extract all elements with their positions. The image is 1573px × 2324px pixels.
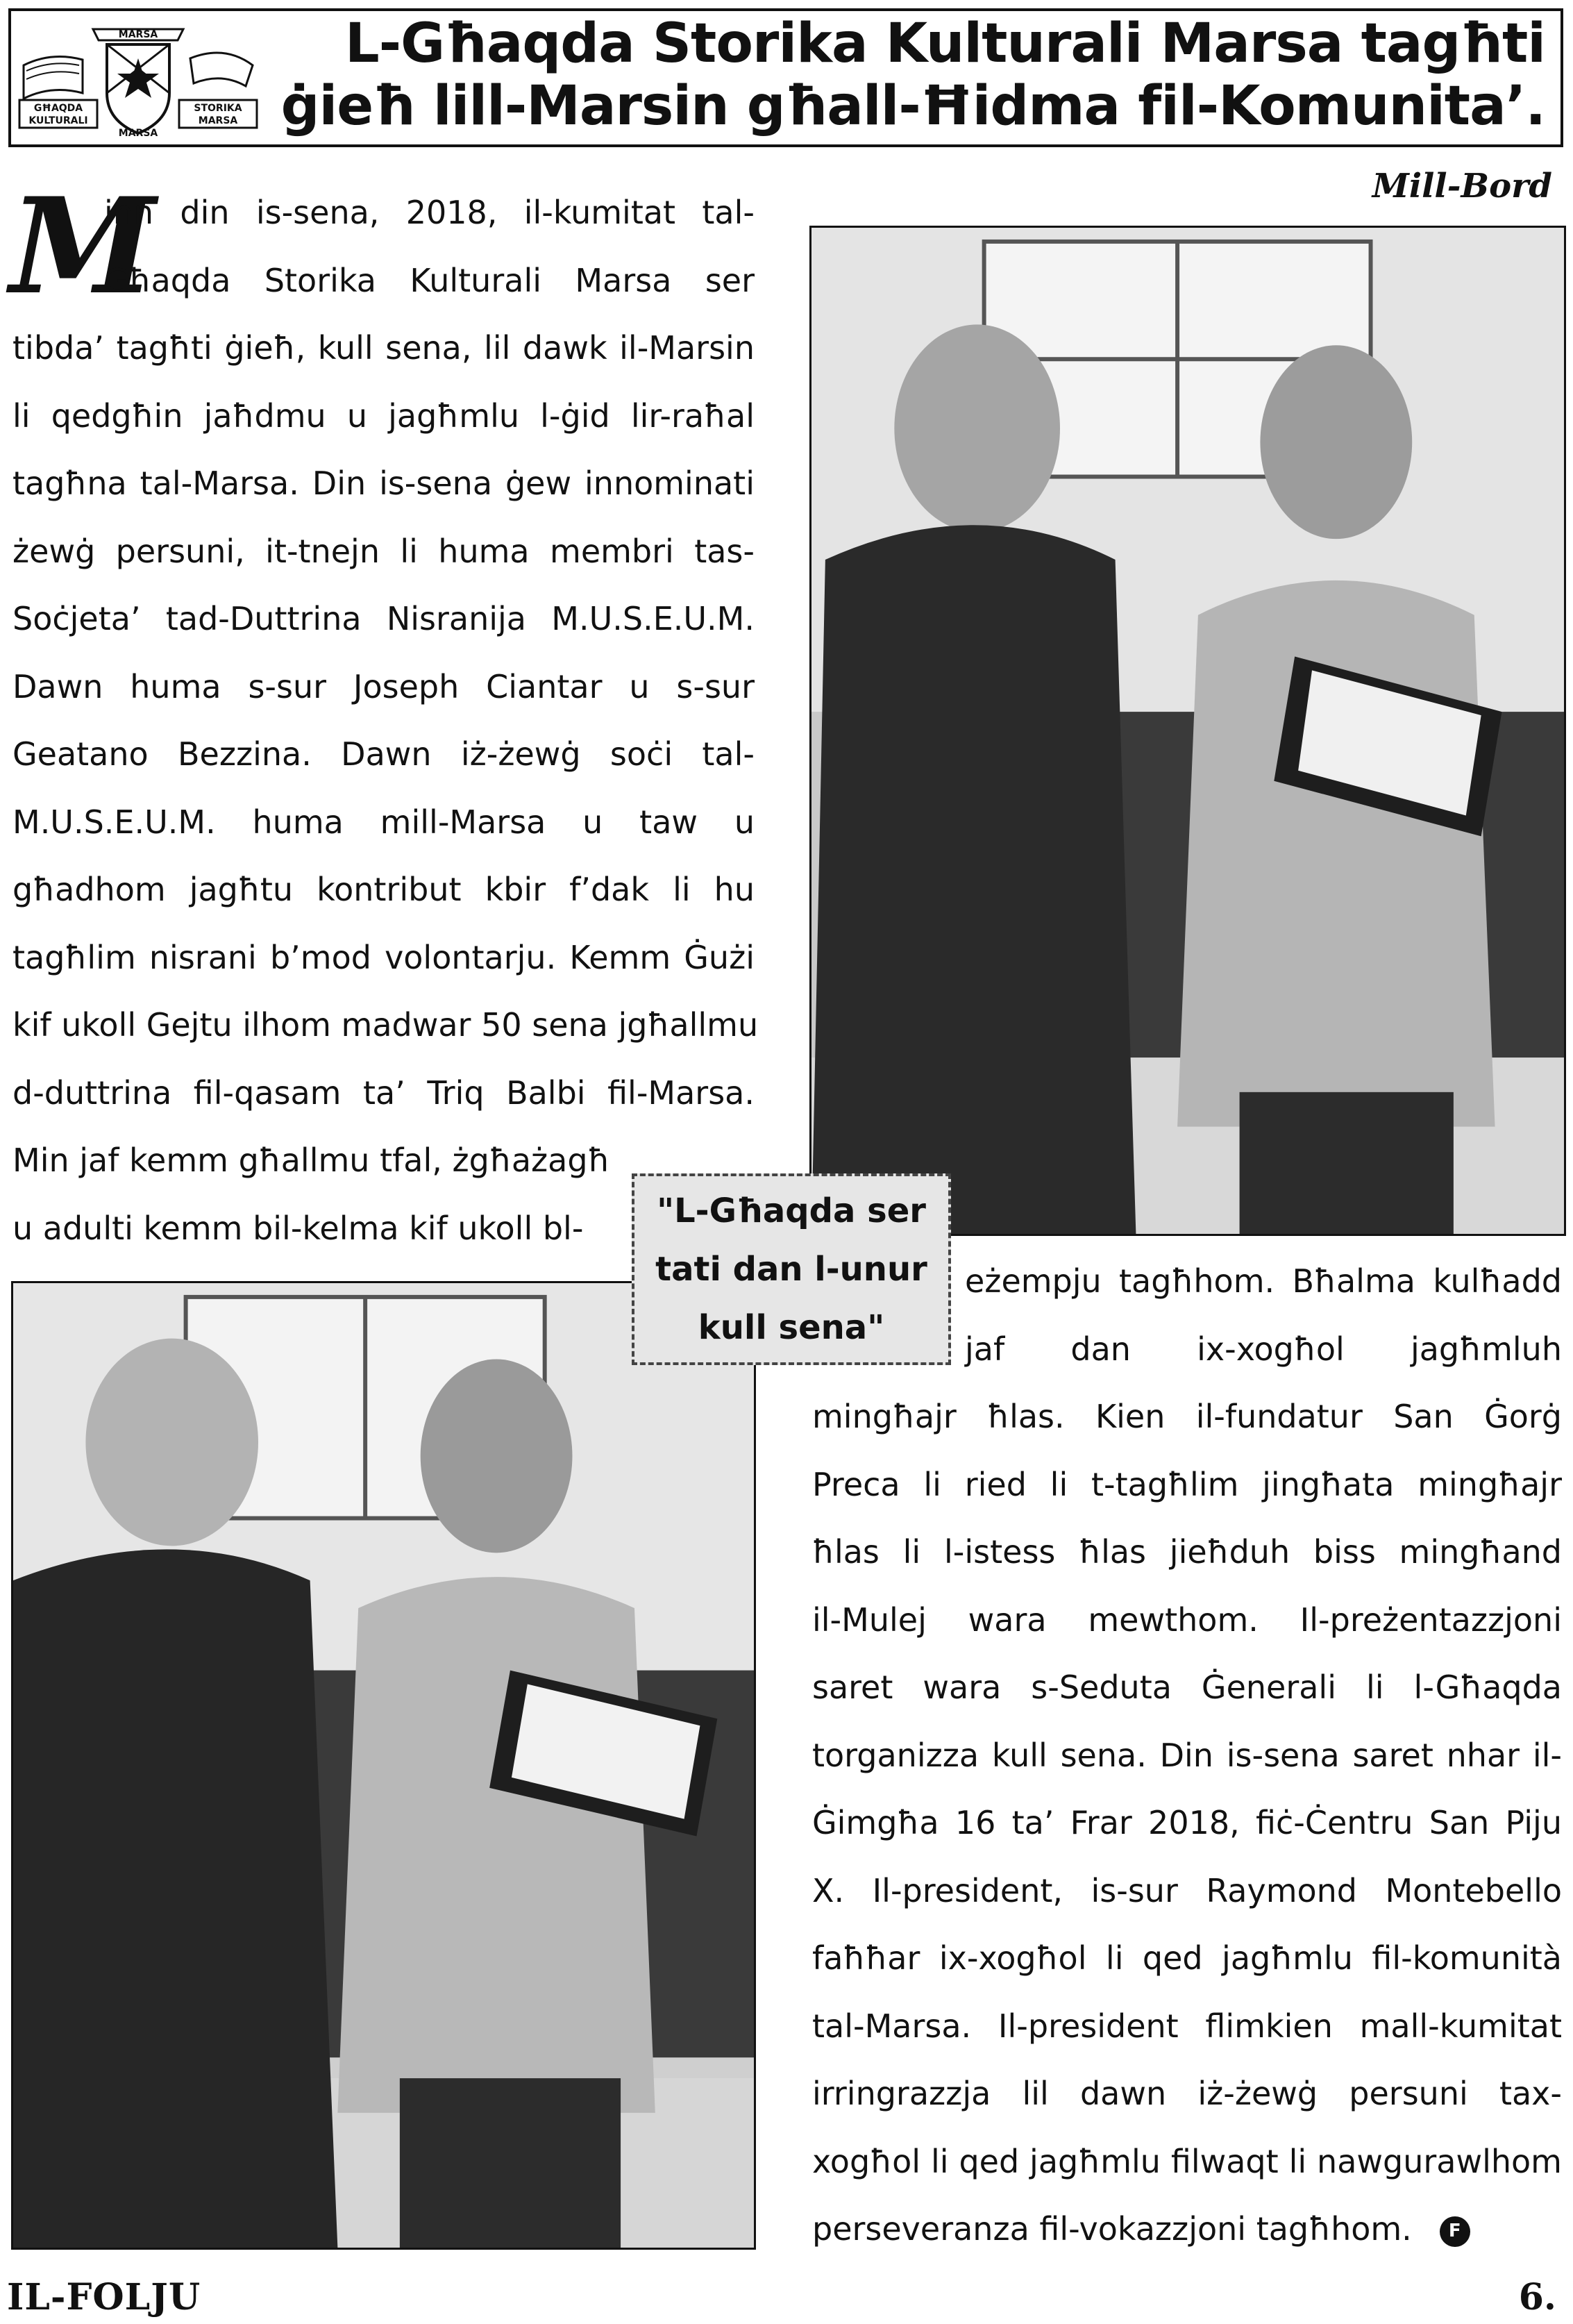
article-line: u adulti kemm bil-kelma kif ukoll bl- bbox=[12, 1209, 584, 1247]
headline-line-1: L-Għaqda Storika Kulturali Marsa tagħti bbox=[345, 12, 1545, 75]
article-line: jaf dan ix-xogħol jagħmluh bbox=[965, 1330, 1562, 1368]
article-line: Dawn huma s-sur Joseph Ciantar u s-sur bbox=[12, 667, 755, 705]
article-line: żewġ persuni, it-tnejn li huma membri tas- bbox=[12, 532, 755, 570]
article-line: Għaqda Storika Kulturali Marsa ser bbox=[104, 261, 755, 299]
article-line: M.U.S.E.U.M. huma mill-Marsa u taw u bbox=[12, 803, 755, 841]
article-col2-intro bbox=[965, 1248, 1562, 1383]
logo-text-ghaqda: GĦAQDA bbox=[33, 103, 83, 114]
drop-cap: M bbox=[10, 169, 156, 324]
logo-text-top: MARSA bbox=[118, 29, 158, 40]
article-line: Preca li ried li t-tagħlim jingħata mingħajr bbox=[812, 1465, 1562, 1503]
article-line: inn din is-sena, 2018, il-kumitat tal- bbox=[104, 194, 755, 231]
pull-quote-line: tati dan l-unur bbox=[655, 1250, 927, 1289]
article-line: Geatano Bezzina. Dawn iż-żewġ soċi tal- bbox=[12, 735, 755, 773]
article-line: Soċjeta’ tad-Duttrina Nisranija M.U.S.E.U.M. bbox=[12, 600, 755, 637]
logo-text-bottom: MARSA bbox=[118, 128, 158, 139]
article-line: xogħol li qed jagħmlu filwaqt li nawgurawlhom bbox=[812, 2142, 1562, 2180]
article-line: torganizza kull sena. Din is-sena saret nhar il- bbox=[812, 1736, 1562, 1774]
article-line: irringrazzja lil dawn iż-żewġ persuni tax- bbox=[812, 2075, 1562, 2112]
article-line: tibda’ tagħti ġieħ, kull sena, lil dawk il-Marsin bbox=[12, 329, 755, 367]
article-col1-intro bbox=[104, 179, 755, 315]
article-line: eżempju tagħhom. Bħalma kulħadd bbox=[965, 1262, 1562, 1300]
article-line: faħħar ix-xogħol li qed jagħmlu fil-komunità bbox=[812, 1939, 1562, 1977]
article-line: perseveranza fil-vokazzjoni tagħhom. bbox=[812, 2210, 1412, 2248]
article-line-final bbox=[812, 2196, 1562, 2264]
article-line: d-duttrina fil-qasam ta’ Triq Balbi fil-Marsa. bbox=[12, 1073, 755, 1112]
article-line: tal-Marsa. Il-president flimkien mall-kumitat bbox=[812, 2007, 1562, 2045]
article-line: saret wara s-Seduta Ġenerali li l-Għaqda bbox=[812, 1669, 1562, 1706]
publication-name: IL-FOLJU bbox=[7, 2276, 201, 2318]
photo-award-presentation-2 bbox=[11, 1281, 756, 2250]
headline-line-2: ġieħ lill-Marsin għall-Ħidma fil-Komunita’. bbox=[280, 75, 1545, 137]
pull-quote bbox=[632, 1173, 951, 1365]
byline: Mill-Bord bbox=[1372, 167, 1552, 206]
article-line: mingħajr ħlas. Kien il-fundatur San Ġorġ bbox=[812, 1398, 1562, 1435]
article-col1 bbox=[12, 315, 759, 1127]
society-logo bbox=[17, 17, 260, 139]
pull-quote-line: kull sena" bbox=[698, 1308, 885, 1347]
article-line: ħlas li l-istess ħlas jieħduh biss mingħand bbox=[812, 1533, 1562, 1571]
photo-award-presentation-1 bbox=[809, 226, 1566, 1236]
logo-text-storika: STORIKA bbox=[194, 103, 242, 114]
logo-text-kulturali: KULTURALI bbox=[28, 115, 88, 126]
pull-quote-line: "L-Għaqda ser bbox=[657, 1192, 926, 1230]
page-number: 6. bbox=[1518, 2276, 1556, 2318]
article-line: Min jaf kemm għallmu tfal, żgħażagħ bbox=[12, 1142, 610, 1179]
article-line: li qedgħin jaħdmu u jagħmlu l-ġid lir-raħal bbox=[12, 396, 755, 435]
article-line: Ġimgħa 16 ta’ Frar 2018, fiċ-Ċentru San Piju bbox=[812, 1804, 1562, 1841]
article-col2 bbox=[812, 1383, 1562, 2264]
article-line: tagħlim nisrani b’mod volontarju. Kemm Ġużi bbox=[12, 938, 755, 976]
article-line: X. Il-president, is-sur Raymond Montebello bbox=[812, 1871, 1562, 1909]
article-line: il-Mulej wara mewthom. Il-preżentazzjoni bbox=[812, 1600, 1562, 1639]
logo-text-marsa: MARSA bbox=[198, 115, 238, 126]
article-col1-tail bbox=[12, 1127, 623, 1262]
article-line: għadhom jagħtu kontribut kbir f’dak li hu bbox=[12, 871, 755, 908]
end-of-article-mark: F bbox=[1440, 2216, 1470, 2247]
article-line: tagħna tal-Marsa. Din is-sena ġew innominati bbox=[12, 465, 755, 502]
article-line: kif ukoll Gejtu ilhom madwar 50 sena jgħallmu bbox=[12, 1006, 759, 1044]
